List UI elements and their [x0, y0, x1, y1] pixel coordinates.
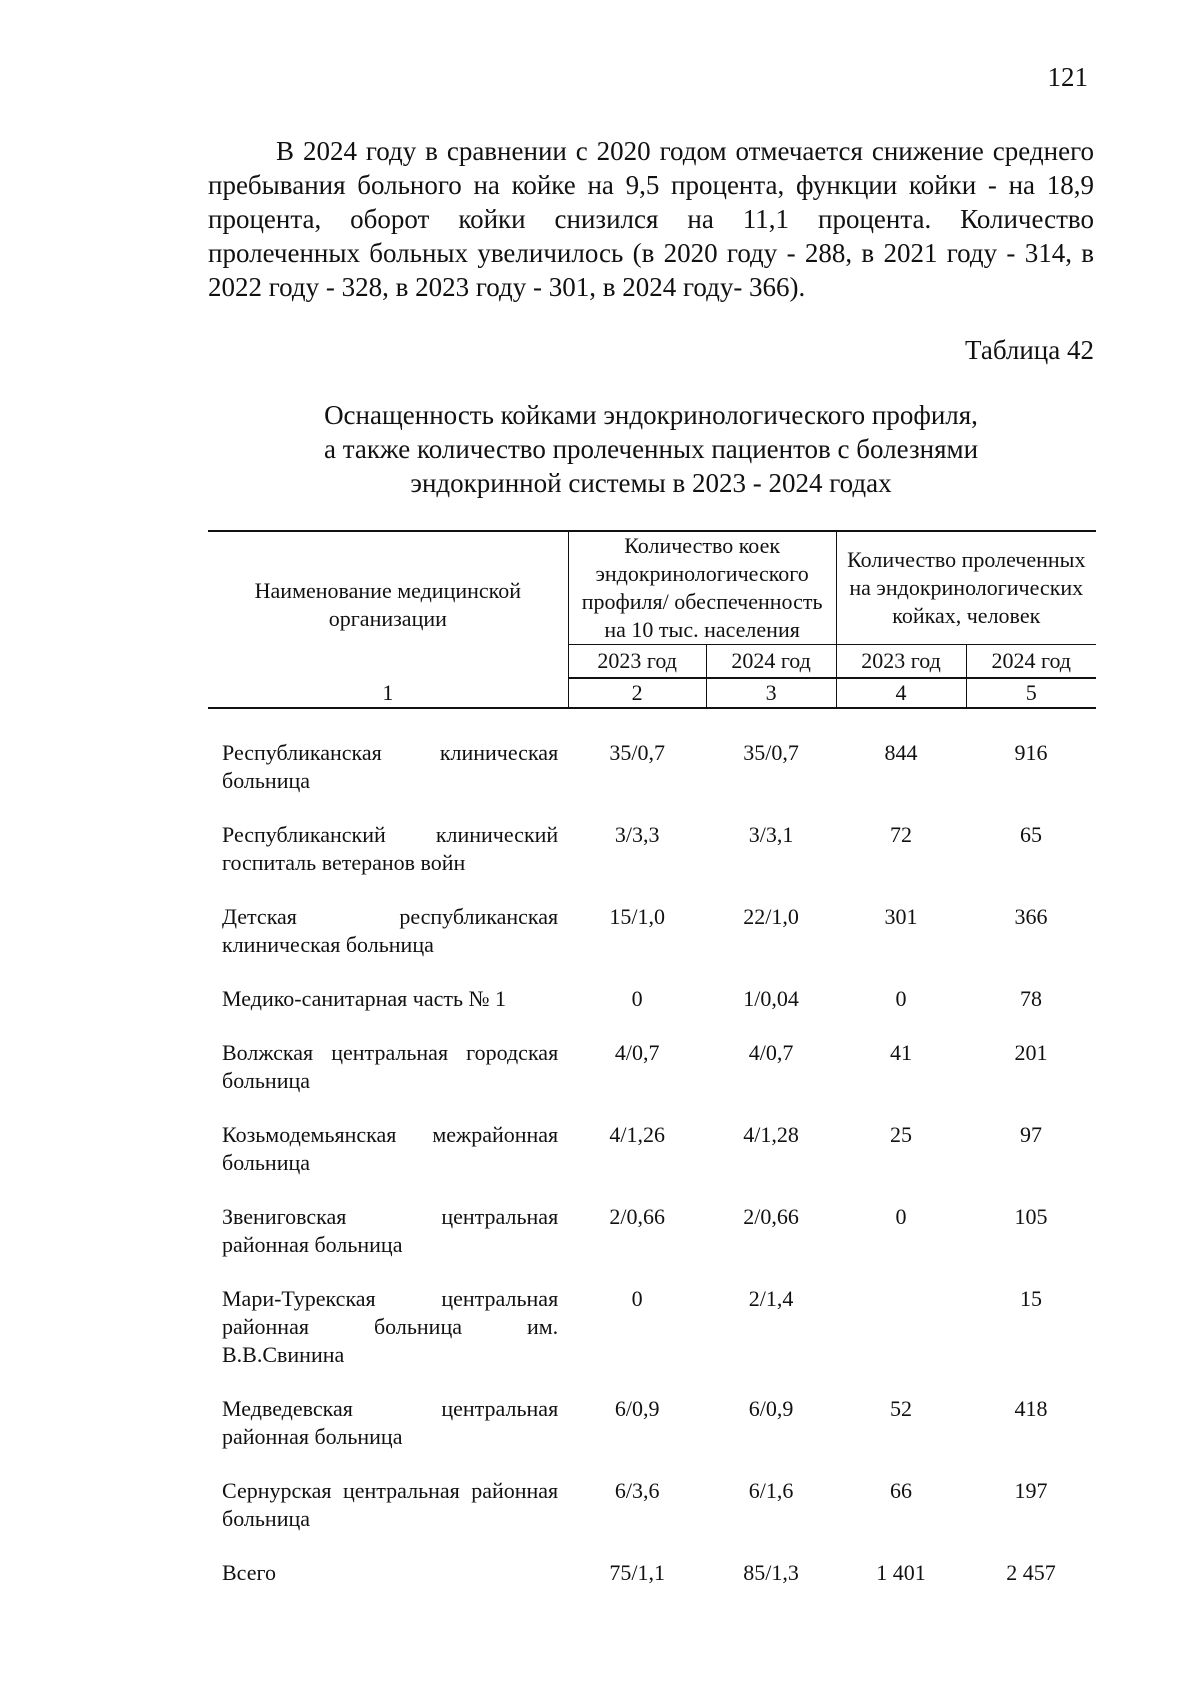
header-organization: Наименование медицинской организации	[208, 531, 568, 678]
table-row	[208, 1113, 1096, 1195]
body-paragraph: В 2024 году в сравнении с 2020 годом отмечается снижение среднего пребывания больного на койке на 9,5 процента, функции койки - на 18,9 процента, оборот койки снизился на 11,1 процента. Количество пролеченных больных увеличилось (в 2020 году - 288, в 2021 году - 314, в 2022 году - 328, в 2023 году - 301, в 2024 году- 366).	[208, 136, 1094, 302]
treated-2024-cell: 105	[1014, 1204, 1048, 1229]
table-title-line: а также количество пролеченных пациентов с болезнями	[323, 434, 979, 464]
beds-2024-cell: 4/0,7	[748, 1040, 794, 1065]
beds-2023-cell: 3/3,3	[614, 822, 660, 847]
treated-2023-cell	[836, 1277, 966, 1387]
treated-2023-cell: 0	[895, 986, 907, 1011]
beds-2024-cell: 3/3,1	[748, 822, 794, 847]
treated-2024-cell: 65	[1020, 822, 1042, 847]
org-name-cell: Медведевская центральная районная больница	[222, 1396, 559, 1449]
table-body	[208, 708, 1096, 1605]
header-treated-2024: 2024 год	[966, 645, 1096, 679]
beds-2024-cell: 4/1,28	[743, 1122, 799, 1147]
beds-2024-cell: 6/0,9	[748, 1396, 794, 1421]
org-name-cell: Всего	[222, 1560, 276, 1585]
table-row	[208, 895, 1096, 977]
table-title-line: эндокринной системы в 2023 - 2024 годах	[410, 468, 892, 498]
treated-2024-cell: 78	[1020, 986, 1042, 1011]
treated-2024-cell: 418	[1014, 1396, 1048, 1421]
org-name-cell: Козьмодемьянская межрайонная больница	[222, 1122, 559, 1175]
org-name-cell: Сернурская центральная районная больница	[222, 1478, 559, 1531]
header-treated: Количество пролеченных на эндокринологических койках, человек	[836, 531, 1096, 645]
table-row	[208, 1277, 1096, 1387]
table-row	[208, 1031, 1096, 1113]
treated-2024-cell: 201	[1014, 1040, 1048, 1065]
org-name-cell: Республиканская клиническая больница	[222, 740, 559, 793]
header-beds: Количество коек эндокринологического профиля/ обеспеченность на 10 тыс. населения	[568, 531, 836, 645]
table-row	[208, 813, 1096, 895]
org-name-cell: Волжская центральная городская больница	[222, 1040, 559, 1093]
column-number: 1	[208, 678, 568, 708]
column-number: 4	[836, 678, 966, 708]
treated-2024-cell: 366	[1014, 904, 1048, 929]
table-title	[208, 398, 1094, 500]
beds-2023-cell: 15/1,0	[609, 904, 665, 929]
beds-table	[208, 530, 1096, 1605]
table-row	[208, 1387, 1096, 1469]
beds-2024-cell: 35/0,7	[743, 740, 799, 765]
treated-2023-cell: 66	[890, 1478, 913, 1503]
table-row	[208, 977, 1096, 1031]
org-name-cell: Мари-Турекская центральная районная больница им. В.В.Свинина	[222, 1286, 559, 1367]
header-beds-2023: 2023 год	[568, 645, 706, 679]
treated-2024-cell: 97	[1020, 1122, 1042, 1147]
beds-2023-cell: 35/0,7	[609, 740, 665, 765]
beds-2023-cell: 0	[631, 1286, 643, 1311]
beds-2023-cell: 2/0,66	[609, 1204, 665, 1229]
treated-2023-cell: 0	[895, 1204, 907, 1229]
column-number: 5	[966, 678, 1096, 708]
beds-2023-cell: 4/1,26	[609, 1122, 665, 1147]
treated-2023-cell: 1 401	[876, 1560, 926, 1585]
beds-2023-cell: 6/0,9	[614, 1396, 660, 1421]
treated-2023-cell: 301	[884, 904, 918, 929]
beds-2024-cell: 6/1,6	[748, 1478, 794, 1503]
beds-2024-cell: 85/1,3	[743, 1560, 799, 1585]
table-label: Таблица 42	[965, 335, 1094, 365]
treated-2024-cell: 197	[1014, 1478, 1048, 1503]
table-row	[208, 1195, 1096, 1277]
treated-2024-cell: 15	[1020, 1286, 1042, 1311]
beds-2024-cell: 2/0,66	[743, 1204, 799, 1229]
table-row	[208, 1469, 1096, 1551]
header-treated-2023: 2023 год	[836, 645, 966, 679]
column-number: 3	[706, 678, 836, 708]
beds-2024-cell: 2/1,4	[748, 1286, 794, 1311]
beds-2023-cell: 75/1,1	[609, 1560, 665, 1585]
org-name-cell: Звениговская центральная районная больница	[222, 1204, 559, 1257]
page-number: 121	[1047, 62, 1088, 92]
org-name-cell: Медико-санитарная часть № 1	[222, 986, 506, 1011]
beds-2024-cell: 22/1,0	[743, 904, 799, 929]
beds-2024-cell: 1/0,04	[743, 986, 799, 1011]
treated-2023-cell: 72	[890, 822, 913, 847]
treated-2023-cell: 25	[890, 1122, 913, 1147]
header-beds-2024: 2024 год	[706, 645, 836, 679]
treated-2023-cell: 52	[890, 1396, 913, 1421]
treated-2023-cell: 41	[890, 1040, 913, 1065]
beds-2023-cell: 4/0,7	[614, 1040, 660, 1065]
treated-2024-cell: 916	[1014, 740, 1048, 765]
org-name-cell: Детская республиканская клиническая больница	[222, 904, 559, 957]
beds-2023-cell: 0	[631, 986, 643, 1011]
table-title-line: Оснащенность койками эндокринологического профиля,	[324, 400, 978, 430]
org-name-cell: Республиканский клинический госпиталь ветеранов войн	[222, 822, 559, 875]
table-row	[208, 1551, 1096, 1605]
treated-2024-cell: 2 457	[1006, 1560, 1056, 1585]
treated-2023-cell: 844	[884, 740, 918, 765]
beds-2023-cell: 6/3,6	[614, 1478, 660, 1503]
column-number: 2	[568, 678, 706, 708]
table-row	[208, 731, 1096, 813]
